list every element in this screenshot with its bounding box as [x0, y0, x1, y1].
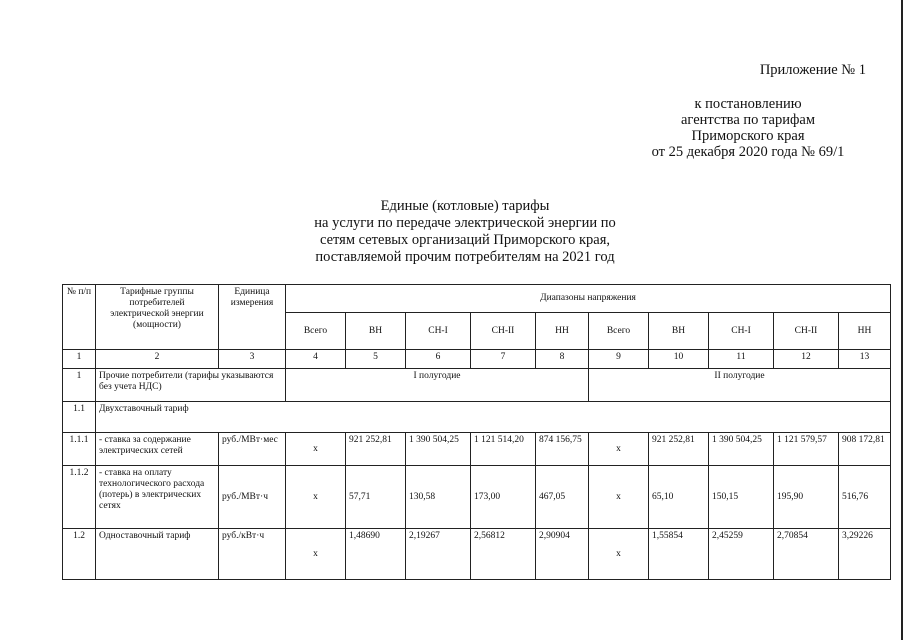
value-cell: 65,10 — [649, 466, 709, 529]
row-num: 1.2 — [63, 529, 96, 580]
title-line: на услуги по передаче электрической энергии по — [314, 215, 616, 231]
subheader-cell: СН-II — [774, 313, 839, 350]
value-cell: 908 172,81 — [839, 433, 891, 466]
column-number: 4 — [286, 350, 346, 369]
column-number: 2 — [96, 350, 219, 369]
row-name: Двухставочный тариф — [96, 402, 891, 433]
value-cell: 130,58 — [406, 466, 471, 529]
subheader-cell: ВН — [346, 313, 406, 350]
value-cell: 3,29226 — [839, 529, 891, 580]
subheader-cell: СН-II — [471, 313, 536, 350]
appendix-line: к постановлению — [694, 96, 802, 112]
subheader-cell: НН — [839, 313, 891, 350]
column-number-row — [63, 350, 891, 369]
column-number: 3 — [219, 350, 286, 369]
period-first-half: I полугодие — [286, 369, 589, 402]
row-name: - ставка за содержание электрических сетей — [96, 433, 219, 466]
header-unit: Единица измерения — [219, 285, 286, 350]
header-num: № п/п — [63, 285, 96, 350]
row-unit: руб./МВт·мес — [219, 433, 286, 466]
value-cell: 1 121 579,57 — [774, 433, 839, 466]
column-number: 6 — [406, 350, 471, 369]
value-cell: 1 390 504,25 — [709, 433, 774, 466]
appendix-number: Приложение № 1 — [759, 62, 866, 78]
subheader-cell: СН-I — [709, 313, 774, 350]
title-line: сетям сетевых организаций Приморского края, — [319, 232, 611, 248]
value-cell: 2,56812 — [471, 529, 536, 580]
appendix-line: агентства по тарифам — [681, 112, 815, 128]
table-row — [63, 402, 891, 433]
column-number: 9 — [589, 350, 649, 369]
scan-border — [901, 0, 903, 640]
appendix-block — [560, 62, 866, 160]
row-unit: руб./МВт·ч — [219, 466, 286, 529]
row-name: Прочие потребители (тарифы указываются без учета НДС) — [96, 369, 286, 402]
subheader-cell: НН — [536, 313, 589, 350]
row-unit: руб./кВт·ч — [219, 529, 286, 580]
table-row — [63, 466, 891, 529]
value-cell: 1 390 504,25 — [406, 433, 471, 466]
not-applicable-mark: х — [286, 433, 346, 466]
row-num: 1.1 — [63, 402, 96, 433]
column-number: 5 — [346, 350, 406, 369]
subheader-cell: ВН — [649, 313, 709, 350]
subheader-cell: Всего — [589, 313, 649, 350]
value-cell: 173,00 — [471, 466, 536, 529]
value-cell: 921 252,81 — [649, 433, 709, 466]
column-number: 10 — [649, 350, 709, 369]
subheader-cell: СН-I — [406, 313, 471, 350]
row-num: 1.1.1 — [63, 433, 96, 466]
value-cell: 1 121 514,20 — [471, 433, 536, 466]
not-applicable-mark: х — [589, 529, 649, 580]
column-number: 11 — [709, 350, 774, 369]
not-applicable-mark: х — [589, 433, 649, 466]
not-applicable-mark: х — [589, 466, 649, 529]
not-applicable-mark: х — [286, 466, 346, 529]
column-number: 7 — [471, 350, 536, 369]
header-ranges: Диапазоны напряжения — [286, 285, 891, 313]
value-cell: 2,90904 — [536, 529, 589, 580]
row-num: 1 — [63, 369, 96, 402]
table-row — [63, 369, 891, 402]
value-cell: 921 252,81 — [346, 433, 406, 466]
value-cell: 2,70854 — [774, 529, 839, 580]
column-number: 13 — [839, 350, 891, 369]
value-cell: 467,05 — [536, 466, 589, 529]
row-name: - ставка на оплату технологического расхода (потерь) в электрических сетях — [96, 466, 219, 529]
value-cell: 516,76 — [839, 466, 891, 529]
value-cell: 874 156,75 — [536, 433, 589, 466]
tariff-table — [62, 284, 891, 580]
row-name: Одноставочный тариф — [96, 529, 219, 580]
subheader-cell: Всего — [286, 313, 346, 350]
value-cell: 1,48690 — [346, 529, 406, 580]
header-row — [63, 285, 891, 313]
value-cell: 2,45259 — [709, 529, 774, 580]
header-group: Тарифные группы потребителей электрической энергии (мощности) — [96, 285, 219, 350]
title-line: Единые (котловые) тарифы — [380, 198, 550, 214]
column-number: 1 — [63, 350, 96, 369]
table-row — [63, 529, 891, 580]
appendix-line: Приморского края — [691, 128, 805, 144]
value-cell: 2,19267 — [406, 529, 471, 580]
value-cell: 195,90 — [774, 466, 839, 529]
column-number: 12 — [774, 350, 839, 369]
document-title — [260, 198, 670, 266]
table-row — [63, 433, 891, 466]
value-cell: 150,15 — [709, 466, 774, 529]
value-cell: 1,55854 — [649, 529, 709, 580]
period-second-half: II полугодие — [589, 369, 891, 402]
title-line: поставляемой прочим потребителям на 2021 год — [315, 249, 615, 265]
not-applicable-mark: х — [286, 529, 346, 580]
row-num: 1.1.2 — [63, 466, 96, 529]
column-number: 8 — [536, 350, 589, 369]
value-cell: 57,71 — [346, 466, 406, 529]
appendix-line: от 25 декабря 2020 года № 69/1 — [651, 144, 845, 160]
